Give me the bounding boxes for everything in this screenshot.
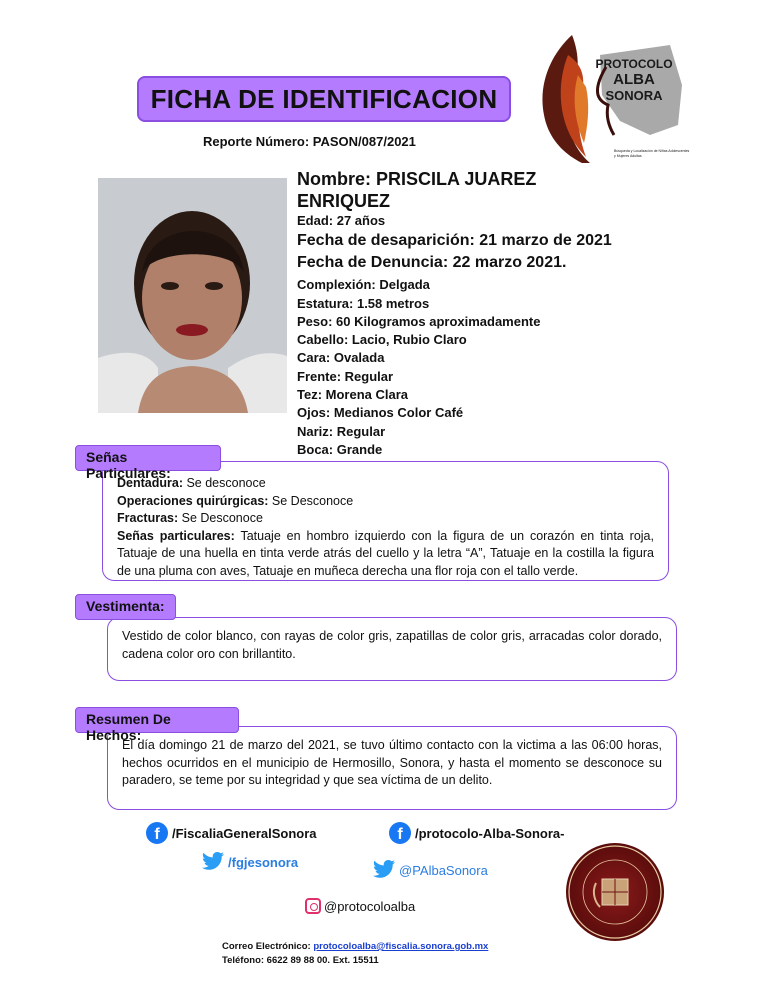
- operaciones-value: Se Desconoce: [268, 493, 354, 508]
- report-number-line: [203, 134, 416, 149]
- particulares-value: Tatuaje en hombro izquierdo con la figura de un corazón en tinta roja, Tatuaje de una huella en tinta verde atrás del cuello y la letra “A”, Tatuaje en la costilla la figura de una pluma con aves, Tatuaje en muñeca derecha una flor roja con el tallo verde.: [117, 528, 654, 578]
- title-banner: [137, 76, 511, 122]
- mouth: Boca: Grande: [297, 441, 383, 457]
- particulares-row: [117, 528, 654, 581]
- summary-box: [107, 726, 677, 810]
- dentadura-label: Dentadura:: [117, 476, 183, 490]
- eyes: Ojos: Medianos Color Café: [297, 405, 464, 421]
- fracturas-row: [117, 510, 654, 528]
- email-label: Correo Electrónico:: [222, 941, 314, 952]
- person-details: [297, 168, 627, 478]
- disappearance-date: Fecha de desaparición: 21 marzo de 2021: [297, 232, 612, 250]
- logo-line3: SONORA: [605, 88, 663, 103]
- facebook-protocolo-text: /protocolo-Alba-Sonora-: [415, 825, 565, 841]
- operaciones-row: [117, 493, 654, 511]
- fracturas-value: Se Desconoce: [178, 511, 263, 525]
- logo-line2: ALBA: [613, 71, 655, 88]
- particulares-label: Señas particulares:: [117, 528, 235, 543]
- instagram-icon: [305, 898, 321, 914]
- twitter-fgje-link[interactable]: [200, 852, 298, 872]
- email-row: [222, 940, 488, 954]
- twitter-fgje-text: /fgjesonora: [228, 854, 299, 870]
- forehead: Frente: Regular: [297, 368, 394, 384]
- fiscalia-seal: [566, 843, 664, 941]
- report-number: PASON/087/2021: [312, 134, 416, 149]
- report-date: Fecha de Denuncia: 22 marzo 2021.: [297, 254, 567, 272]
- clothing-text: Vestido de color blanco, con rayas de color gris, zapatillas de color gris, arracadas color dorado, cadena color oro con brillantito.: [122, 629, 662, 661]
- facebook-protocolo-link[interactable]: [389, 822, 565, 844]
- facebook-icon: f: [389, 822, 411, 844]
- page-title: FICHA DE IDENTIFICACION: [150, 83, 498, 114]
- complexion: Complexión: Delgada: [297, 277, 430, 293]
- twitter-palba-link[interactable]: [371, 860, 488, 880]
- summary-text: El día domingo 21 de marzo del 2021, se tuvo último contacto con la victima a las 06:00 horas, hechos ocurridos en el municipio de Hermosillo, Sonora, y hasta el momento se desconoce su paradero, se teme por su integridad y que sea víctima de un delito.: [122, 738, 662, 787]
- distinguishing-marks-label: Señas Particulares:: [75, 445, 221, 471]
- facebook-icon: f: [146, 822, 168, 844]
- hair: Cabello: Lacio, Rubio Claro: [297, 332, 467, 348]
- protocolo-alba-logo: [530, 25, 690, 165]
- logo-caption: Búsqueda y Localización de Niñas Adolescentes y Mujeres Adultas: [614, 149, 690, 158]
- dentadura-row: [117, 475, 654, 493]
- phone-row: Teléfono: 6622 89 88 00. Ext. 15511: [222, 955, 379, 966]
- weight: Peso: 60 Kilogramos aproximadamente: [297, 313, 541, 329]
- twitter-bird-icon: [200, 852, 226, 872]
- skin: Tez: Morena Clara: [297, 387, 409, 403]
- twitter-palba-text: @PAlbaSonora: [399, 862, 488, 878]
- distinguishing-marks-box: [102, 461, 669, 581]
- person-age: Edad: 27 años: [297, 213, 386, 228]
- clothing-label: Vestimenta:: [75, 594, 176, 620]
- facebook-fiscalia-text: /FiscaliaGeneralSonora: [172, 825, 317, 841]
- dentadura-value: Se desconoce: [182, 476, 266, 490]
- facebook-fiscalia-link[interactable]: [146, 822, 317, 844]
- instagram-link[interactable]: [305, 898, 415, 914]
- contact-info: [222, 940, 488, 968]
- report-label: Reporte Número:: [203, 134, 313, 149]
- nose: Nariz: Regular: [297, 423, 386, 439]
- instagram-text: @protocoloalba: [324, 898, 416, 914]
- twitter-bird-icon: [371, 860, 397, 880]
- operaciones-label: Operaciones quirúrgicas:: [117, 493, 269, 508]
- face: Cara: Ovalada: [297, 350, 385, 366]
- missing-person-photo: [98, 178, 287, 413]
- height: Estatura: 1.58 metros: [297, 295, 430, 311]
- logo-line1: PROTOCOLO: [595, 57, 673, 71]
- fracturas-label: Fracturas:: [117, 511, 179, 525]
- person-name: Nombre: PRISCILA JUAREZ ENRIQUEZ: [297, 169, 537, 211]
- email-link[interactable]: protocoloalba@fiscalia.sonora.gob.mx: [313, 941, 489, 952]
- clothing-box: [107, 617, 677, 681]
- summary-label: Resumen De Hechos:: [75, 707, 239, 733]
